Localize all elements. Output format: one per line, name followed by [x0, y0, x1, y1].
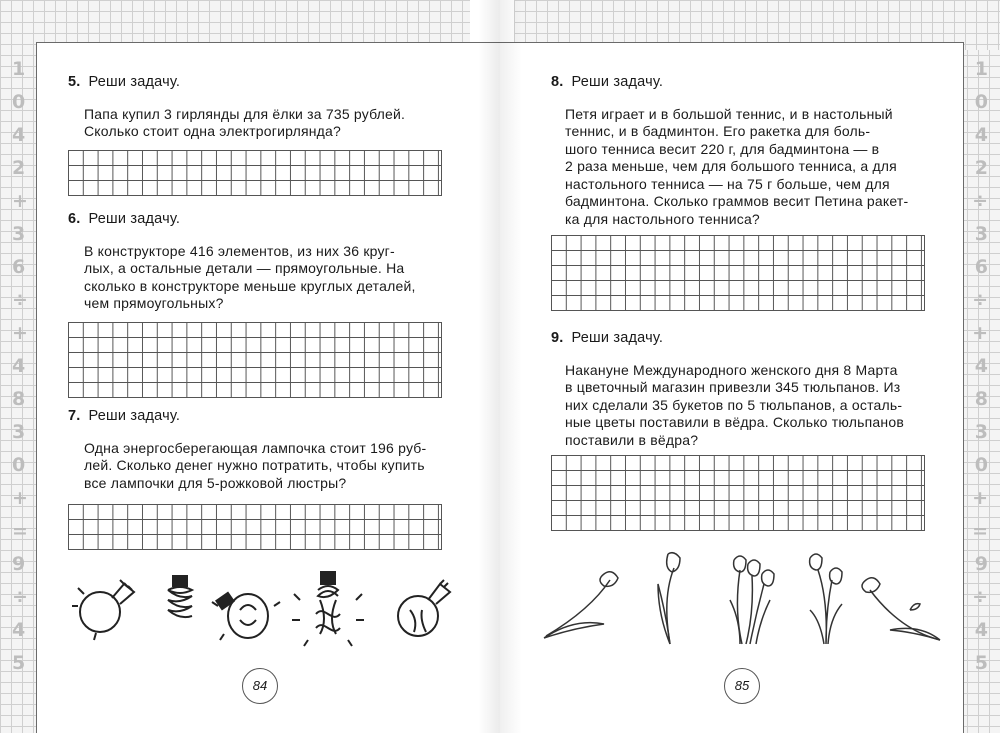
margin-decoration-char: 3: [12, 223, 26, 245]
tulip-bouquet-icon: [810, 554, 842, 644]
margin-decoration-char: 2: [12, 157, 26, 179]
task-heading: Реши задачу.: [88, 408, 181, 424]
left-binding-shadow: [478, 0, 500, 733]
margin-decoration-char: =: [12, 520, 28, 542]
task-heading: Реши задачу.: [88, 74, 181, 90]
margin-decoration-char: +: [972, 487, 988, 509]
right-binding-shadow: [500, 0, 522, 733]
margin-decoration-char: 6: [12, 256, 26, 278]
task-8: [551, 74, 971, 228]
margin-decoration-char: 4: [974, 124, 988, 146]
margin-decoration-char: 9: [974, 553, 988, 575]
margin-decoration-char: 4: [12, 355, 26, 377]
margin-decoration-char: 1: [974, 58, 988, 80]
task-text: Петя играет и в большой теннис, и в настольный теннис, и в бадминтон. Его ракетка для боль- шого тенниса весит 220 г, для бадминтона — в 2 раза меньше, чем для большого тенниса, а для настольного тенниса — на 75 г больше, чем для бадминтона. Сколько граммов весит Петина ракет- ка для настольного тенниса?: [565, 105, 909, 227]
task-number: 7.: [68, 408, 81, 424]
page-number: 84: [242, 668, 278, 704]
margin-decoration-char: ÷: [972, 586, 988, 608]
task-5: [68, 74, 468, 141]
right-page: [500, 0, 1000, 733]
margin-decoration-char: ÷: [972, 190, 988, 212]
tulip-icon: [544, 572, 618, 638]
margin-decoration-char: 9: [12, 553, 26, 575]
task-heading: Реши задачу.: [571, 74, 664, 90]
margin-decoration-char: 5: [974, 652, 988, 674]
vintage-bulb-icon: [212, 593, 280, 640]
margin-decoration-char: 4: [974, 355, 988, 377]
page-number: 85: [724, 668, 760, 704]
margin-decoration-char: 1: [12, 58, 26, 80]
light-bulb-icon: [72, 580, 134, 640]
margin-decoration-char: 4: [974, 619, 988, 641]
margin-decoration-char: +: [972, 322, 988, 344]
answer-grid-task-9[interactable]: [551, 455, 925, 531]
task-number: 6.: [68, 211, 81, 227]
answer-grid-task-5[interactable]: [68, 150, 442, 196]
task-number: 5.: [68, 74, 81, 90]
margin-decoration-char: 5: [12, 652, 26, 674]
answer-grid-task-8[interactable]: [551, 235, 925, 311]
margin-decoration-char: 8: [12, 388, 26, 410]
light-bulbs-illustration: [68, 570, 468, 650]
tulips-illustration: [540, 550, 950, 650]
answer-grid-task-6[interactable]: [68, 322, 442, 398]
margin-decoration-char: 3: [974, 421, 988, 443]
tulip-icon: [862, 578, 940, 640]
tulip-icon: [658, 553, 680, 644]
spiral-bulb-icon: [168, 576, 192, 617]
margin-decoration-char: +: [12, 190, 28, 212]
task-text: В конструкторе 416 элементов, из них 36 круг- лых, а остальные детали — прямоугольные. На сколько в конструкторе меньше круглых деталей, чем прямоугольных?: [84, 242, 416, 311]
tulip-bouquet-icon: [730, 556, 774, 644]
energy-saving-bulb-icon: [292, 572, 364, 646]
light-bulb-icon: [398, 580, 450, 636]
margin-decoration-char: 6: [974, 256, 988, 278]
margin-decoration-char: =: [972, 520, 988, 542]
task-9: [551, 330, 971, 449]
margin-decoration-char: 3: [974, 223, 988, 245]
task-number: 9.: [551, 330, 564, 346]
task-text: Одна энергосберегающая лампочка стоит 196 руб- лей. Сколько денег нужно потратить, чтобы купить все лампочки для 5-рожковой люстры?: [84, 439, 427, 491]
task-text: Накануне Международного женского дня 8 Марта в цветочный магазин привезли 345 тюльпанов. Из них сделали 35 букетов по 5 тюльпанов, а осталь- ные цветы поставили в вёдра. Сколько тюльпанов поставили в вёдра?: [565, 361, 904, 448]
margin-decoration-char: ÷: [12, 289, 28, 311]
task-6: [68, 211, 468, 313]
task-heading: Реши задачу.: [571, 330, 664, 346]
margin-decoration-char: 0: [12, 91, 26, 113]
task-heading: Реши задачу.: [88, 211, 181, 227]
margin-decoration-char: 0: [12, 454, 26, 476]
task-7: [68, 408, 468, 492]
margin-decoration-char: 3: [12, 421, 26, 443]
answer-grid-task-7[interactable]: [68, 504, 442, 550]
margin-decoration-char: +: [12, 322, 28, 344]
margin-decoration-char: 0: [974, 454, 988, 476]
margin-decoration-char: ÷: [972, 289, 988, 311]
margin-decoration-char: 4: [12, 124, 26, 146]
margin-decoration-char: +: [12, 487, 28, 509]
margin-decoration-char: 2: [974, 157, 988, 179]
margin-decoration-char: 0: [974, 91, 988, 113]
task-number: 8.: [551, 74, 564, 90]
margin-decoration-char: ÷: [12, 586, 28, 608]
margin-decoration-char: 8: [974, 388, 988, 410]
task-text: Папа купил 3 гирлянды для ёлки за 735 рублей. Сколько стоит одна электрогирлянда?: [84, 105, 406, 139]
margin-decoration-char: 4: [12, 619, 26, 641]
